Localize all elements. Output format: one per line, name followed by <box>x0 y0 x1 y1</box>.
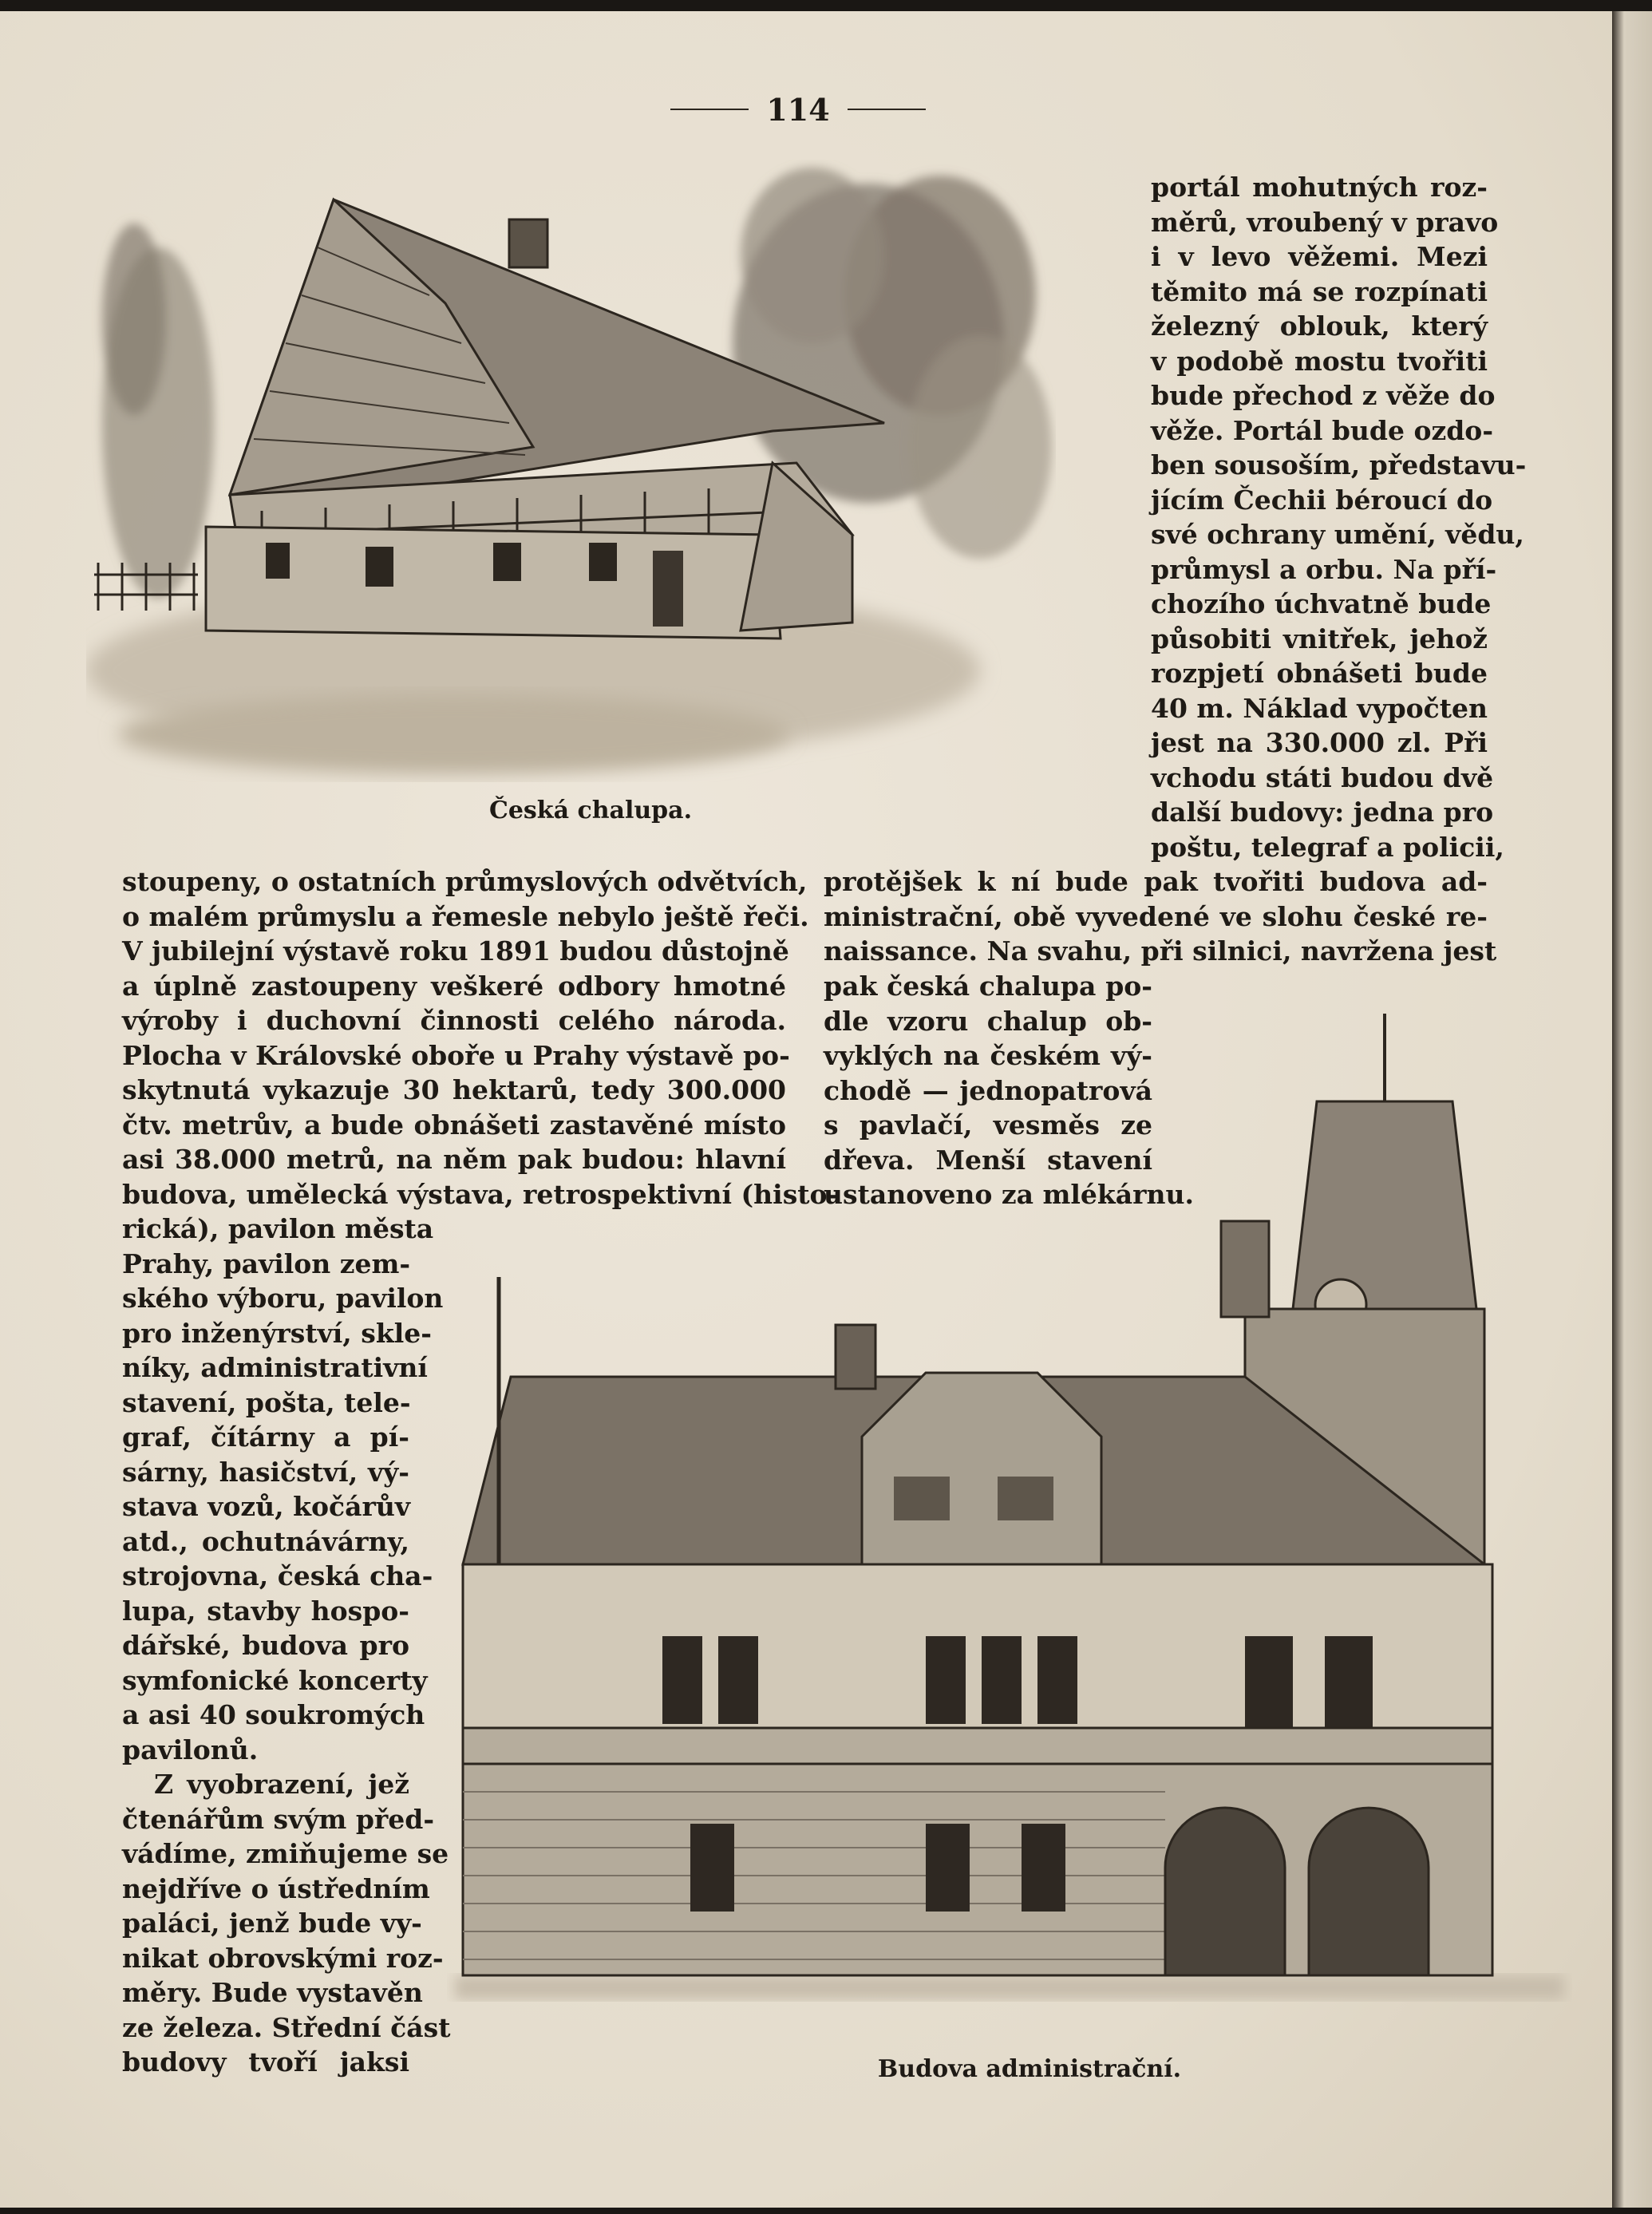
adjacent-page-edge <box>1612 11 1652 2208</box>
tower-chimney <box>1221 1221 1269 1317</box>
text-line: 40 m. Náklad vypočten <box>1151 692 1488 724</box>
text-line: níky, administrativní <box>122 1352 428 1383</box>
text-line: rozpjetí obnášeti bude <box>1151 658 1488 689</box>
text-line: strojovna, česká cha- <box>122 1560 433 1591</box>
text-line: rická), pavilon města <box>122 1213 434 1244</box>
text-line: dřeva. Menší stavení <box>824 1144 1152 1176</box>
text-line: své ochrany umění, vědu, <box>1151 519 1524 550</box>
text-line: vchodu státi budou dvě <box>1151 761 1494 793</box>
caption-czech-cottage: Česká chalupa. <box>488 797 693 824</box>
text-left-wide <box>122 864 839 1212</box>
text-line: ského výboru, pavilon <box>122 1283 444 1314</box>
text-line: lupa, stavby hospo- <box>122 1595 409 1627</box>
text-middle-narrow <box>824 969 1195 1212</box>
page-number-text: 114 <box>766 91 830 128</box>
balustrade <box>463 1728 1492 1764</box>
text-line: těmito má se rozpínati <box>1151 275 1488 307</box>
page-number-rule-left <box>670 109 749 110</box>
text-line: průmysl a orbu. Na pří- <box>1151 553 1497 585</box>
cottage-illustration <box>86 160 1056 790</box>
ground-line <box>455 1975 1564 1999</box>
text-line: s pavlačí, vesměs ze <box>824 1109 1152 1141</box>
text-line: ben sousoším, představu- <box>1151 449 1527 480</box>
text-line: pavilonů. <box>122 1734 259 1765</box>
text-line: budova, umělecká výstava, retrospektivní (histo- <box>122 1178 839 1210</box>
text-line: stavení, pošta, tele- <box>122 1386 411 1418</box>
text-line: graf, čítárny a pí- <box>122 1421 409 1453</box>
text-line: čtenářům svým před- <box>122 1803 435 1835</box>
text-line: ministrační, obě vyvedené ve slohu české re- <box>824 900 1488 932</box>
text-line: pro inženýrství, skle- <box>122 1317 432 1349</box>
text-line: i v levo věžemi. Mezi <box>1151 241 1488 272</box>
text-line: sárny, hasičství, vý- <box>122 1456 409 1488</box>
text-line: budovy tvoří jaksi <box>122 2046 409 2078</box>
text-line: a úplně zastoupeny veškeré odbory hmotné <box>122 970 786 1002</box>
text-line: vyklých na českém vý- <box>824 1040 1152 1071</box>
text-line: dle vzoru chalup ob- <box>824 1005 1152 1037</box>
page-number <box>670 89 926 129</box>
text-line: V jubilejní výstavě roku 1891 budou důstojně <box>122 935 789 967</box>
foreground-grass <box>118 694 788 774</box>
text-line: stava vozů, kočárův <box>122 1491 411 1522</box>
text-line: nikat obrovskými roz- <box>122 1942 444 1974</box>
text-line: jest na 330.000 zl. Při <box>1151 727 1488 758</box>
text-line: ustanoveno za mlékárnu. <box>824 1179 1195 1210</box>
text-line: železný oblouk, který <box>1151 310 1488 342</box>
figure-czech-cottage <box>86 160 1056 790</box>
text-line: nejdříve o ústředním <box>122 1872 430 1904</box>
text-line: a asi 40 soukromých <box>122 1699 425 1730</box>
text-line: pak česká chalupa po- <box>824 971 1152 1002</box>
text-line: symfonické koncerty <box>122 1664 428 1696</box>
tower-spire <box>1293 1101 1476 1309</box>
text-right-column-top <box>1151 170 1527 864</box>
text-line: atd., ochutnávárny, <box>122 1525 409 1557</box>
text-line: portál mohutných roz- <box>1151 172 1488 203</box>
text-line: čtv. metrův, a bude obnášeti zastavěné místo <box>122 1109 786 1141</box>
text-middle-wide <box>824 864 1497 969</box>
text-line: paláci, jenž bude vy- <box>122 1908 422 1939</box>
chimney <box>509 219 547 267</box>
text-line: ze železa. Střední část <box>122 2011 451 2043</box>
text-line: chodě — jednopatrová <box>824 1074 1152 1106</box>
text-line: dářské, budova pro <box>122 1630 409 1661</box>
text-line: Prahy, pavilon zem- <box>122 1247 411 1279</box>
text-line: stoupeny, o ostatních průmyslových odvětvích, <box>122 866 808 897</box>
tree-left <box>102 223 214 599</box>
text-line: naissance. Na svahu, při silnici, navržena jest <box>824 935 1497 967</box>
text-line: další budovy: jedna pro <box>1151 797 1494 828</box>
page-number-rule-right <box>848 109 926 110</box>
text-line: věže. Portál bude ozdo- <box>1151 414 1494 446</box>
text-line: výroby i duchovní činnosti celého národa. <box>122 1005 786 1036</box>
roof-chimney <box>836 1325 875 1389</box>
text-line: vádíme, zmiňujeme se <box>122 1838 449 1869</box>
text-line: o malém průmyslu a řemesle nebylo ještě řeči. <box>122 900 809 932</box>
text-line: chozího úchvatně bude <box>1151 588 1492 619</box>
text-line: v podobě mostu tvořiti <box>1151 345 1488 377</box>
text-line: působiti vnitřek, jehož <box>1151 623 1488 654</box>
text-line: Plocha v Královské oboře u Prahy výstavě po- <box>122 1039 790 1071</box>
text-line: asi 38.000 metrů, na něm pak budou: hlavní <box>122 1144 786 1175</box>
text-line: měry. Bude vystavěn <box>122 1977 423 2008</box>
text-line: protějšek k ní bude pak tvořiti budova ad- <box>824 866 1488 897</box>
cottage-door <box>653 551 683 627</box>
text-line: měrů, vroubený v pravo <box>1151 206 1499 238</box>
renaissance-gable <box>862 1373 1101 1564</box>
text-line: skytnutá vykazuje 30 hektarů, tedy 300.000 <box>122 1074 786 1105</box>
text-line: bude přechod z věže do <box>1151 380 1496 411</box>
text-line: poštu, telegraf a policii, <box>1151 831 1504 863</box>
text-left-narrow <box>122 1212 451 2080</box>
text-line: jícím Čechii béroucí do <box>1151 484 1493 516</box>
text-line: Z vyobrazení, jež <box>154 1769 409 1800</box>
caption-administration-building: Budova administrační. <box>877 2055 1182 2083</box>
